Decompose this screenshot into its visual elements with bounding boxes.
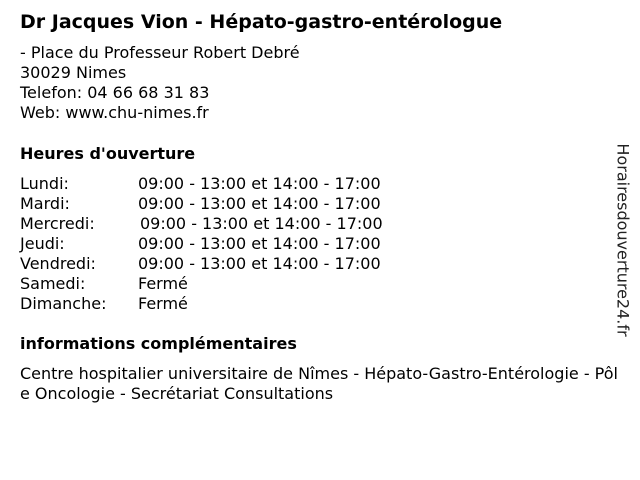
opening-time: 09:00 - 13:00 et 14:00 - 17:00 <box>138 254 381 273</box>
watermark <box>611 132 635 348</box>
day-label: Jeudi: <box>20 234 65 253</box>
opening-time: 09:00 - 13:00 et 14:00 - 17:00 <box>140 214 383 233</box>
day-label: Mercredi: <box>20 214 95 233</box>
day-label: Vendredi: <box>20 254 96 273</box>
hours-heading: Heures d'ouverture <box>20 144 196 163</box>
day-label: Samedi: <box>20 274 86 293</box>
opening-time: Fermé <box>138 294 188 313</box>
city: 30029 Nimes <box>20 63 127 82</box>
opening-time: Fermé <box>138 274 188 293</box>
opening-time: 09:00 - 13:00 et 14:00 - 17:00 <box>138 234 381 253</box>
opening-time: 09:00 - 13:00 et 14:00 - 17:00 <box>138 194 381 213</box>
info-description: Centre hospitalier universitaire de Nîmes - Hépato-Gastro-Entérologie - Pôle Oncologie - Secrétariat Consultations <box>20 364 618 403</box>
street-address: - Place du Professeur Robert Debré <box>20 43 300 62</box>
watermark-text: Horairesdouverture24.fr <box>613 143 633 337</box>
address-block <box>20 43 300 123</box>
website: Web: www.chu-nimes.fr <box>20 103 209 122</box>
day-label: Lundi: <box>20 174 69 193</box>
day-label: Dimanche: <box>20 294 107 313</box>
info-heading: informations complémentaires <box>20 334 297 353</box>
day-label: Mardi: <box>20 194 70 213</box>
phone-number: Telefon: 04 66 68 31 83 <box>20 83 210 102</box>
page-title: Dr Jacques Vion - Hépato-gastro-entérologue <box>20 11 503 33</box>
opening-time: 09:00 - 13:00 et 14:00 - 17:00 <box>138 174 381 193</box>
